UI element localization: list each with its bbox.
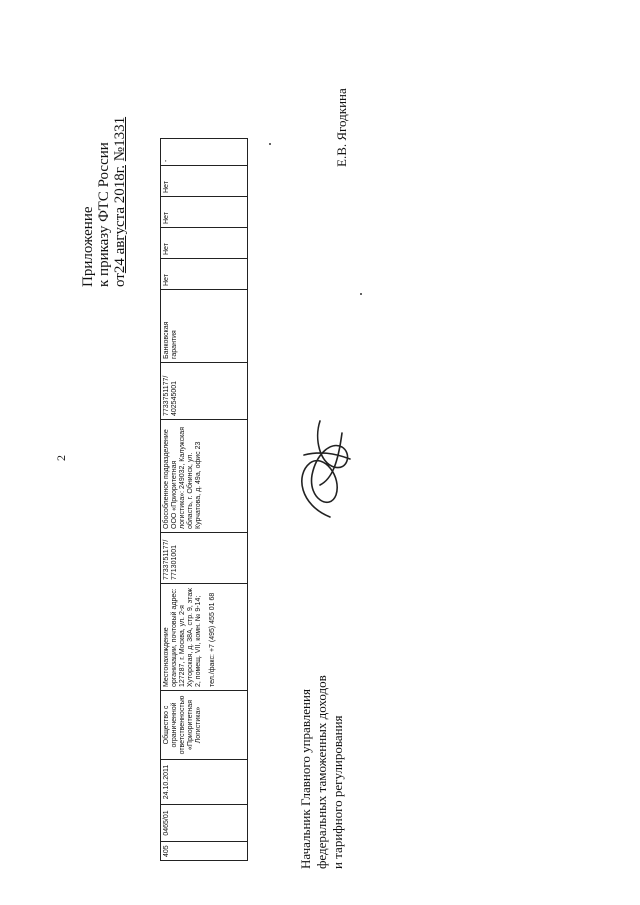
cell-address <box>161 584 248 691</box>
cell-inn-kpp: 7733751177/ 771301001 <box>161 533 248 584</box>
address-phone: тел./факс: +7 (495) 455 01 68 <box>209 592 216 687</box>
appendix-line2: к приказу ФТС России <box>96 142 112 287</box>
signatory-title <box>298 675 346 869</box>
appendix-order-number: №1331 <box>112 116 128 162</box>
appendix-sep <box>112 161 128 165</box>
cell-flag-1: Нет <box>161 259 248 290</box>
scan-speck <box>269 143 271 145</box>
appendix-date-prefix: от <box>112 273 128 287</box>
signatory-title-line3: и тарифного регулирования <box>330 715 345 869</box>
cell-flag-3: Нет <box>161 197 248 228</box>
cell-org-name: Общество с ограниченной ответственностью «Приоритетная Логистика» <box>161 691 248 760</box>
scan-speck <box>360 293 362 295</box>
handwritten-signature <box>290 405 360 525</box>
page-number: 2 <box>54 455 68 461</box>
address-text: Местонахождение организации, почтовый адрес: 127287, г. Москва, ул. 2-я Хуторская, д. 38А, стр. 9, этаж 2, помещ. VII, комн. № 9-14; <box>163 588 202 687</box>
cell-date: 24.10.2011 <box>161 760 248 805</box>
cell-row-number: 405 <box>161 842 248 861</box>
appendix-line3 <box>112 117 128 287</box>
cell-branch-inn-kpp: 7733751177/ 402545001 <box>161 363 248 420</box>
registry-table <box>160 138 248 861</box>
cell-guarantee: Банковская гарантия <box>161 290 248 363</box>
signatory-title-line2: федеральных таможенных доходов <box>314 675 329 869</box>
cell-flag-5: - <box>161 139 248 166</box>
signatory-title-line1: Начальник Главного управления <box>298 689 313 869</box>
cell-branch: Обособленное подразделение ООО «Приоритетная логистика»: 249032, Калужская область, г. Обнинск, ул. Курчатова, д. 49а, офис 23 <box>161 420 248 533</box>
cell-reg-number: 0465/01 <box>161 805 248 842</box>
appendix-header <box>80 117 128 287</box>
cell-flag-2: Нет <box>161 228 248 259</box>
appendix-date: 24 августа 2018г. <box>112 164 128 274</box>
cell-flag-4: Нет <box>161 166 248 197</box>
appendix-line1: Приложение <box>80 206 96 287</box>
table-row <box>161 139 248 861</box>
signatory-name: Е.В. Ягодкина <box>334 88 349 167</box>
